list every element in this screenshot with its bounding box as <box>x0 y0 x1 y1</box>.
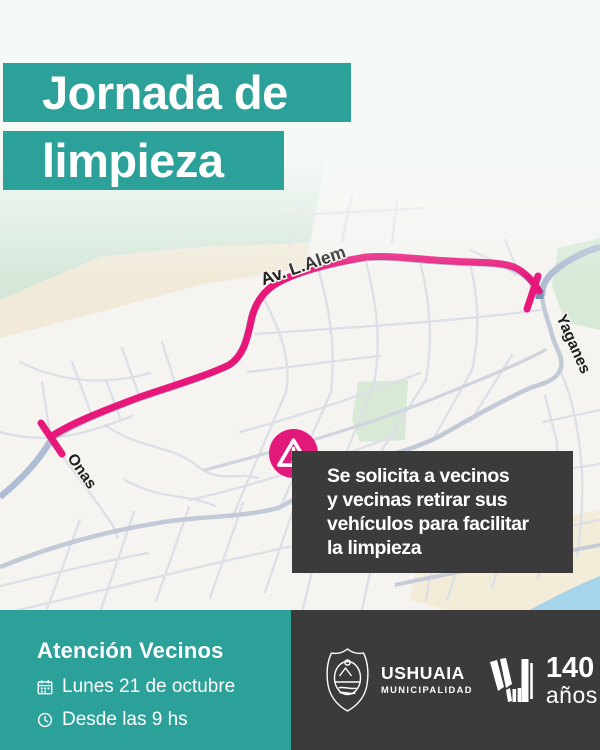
notice-line: y vecinas retirar sus <box>327 489 508 511</box>
footer-attention-panel <box>0 610 291 750</box>
time-label: Desde las 9 hs <box>62 709 188 730</box>
date-label: Lunes 21 de octubre <box>62 676 236 697</box>
street-label-onas: Onas <box>63 450 100 493</box>
brand-city: USHUAIA <box>381 663 465 684</box>
anniversary-text <box>545 651 598 708</box>
footer-branding-panel <box>291 610 600 750</box>
notice-box <box>292 451 573 573</box>
anniversary-u-logo <box>489 657 534 704</box>
attention-title: Atención Vecinos <box>37 638 224 663</box>
time-row <box>37 709 291 731</box>
page-title-line1 <box>3 63 351 122</box>
ushuaia-crest-logo <box>324 647 371 713</box>
brand-subtitle: MUNICIPALIDAD <box>381 684 473 695</box>
page-title-line2 <box>3 131 284 190</box>
anniversary-number: 140 <box>545 651 595 684</box>
anniversary-word: años <box>545 681 598 708</box>
date-row <box>37 676 291 698</box>
calendar-icon <box>37 679 53 695</box>
title-text-2: limpieza <box>42 134 224 187</box>
street-label-yaganes: Yaganes <box>552 311 594 377</box>
notice-line: Se solicita a vecinos <box>327 465 510 487</box>
clock-icon <box>37 712 53 728</box>
title-text-1: Jornada de <box>42 66 288 119</box>
notice-line: la limpieza <box>327 537 422 559</box>
notice-line: vehículos para facilitar <box>327 513 529 535</box>
municipality-wordmark <box>381 665 473 695</box>
footer <box>0 610 600 750</box>
